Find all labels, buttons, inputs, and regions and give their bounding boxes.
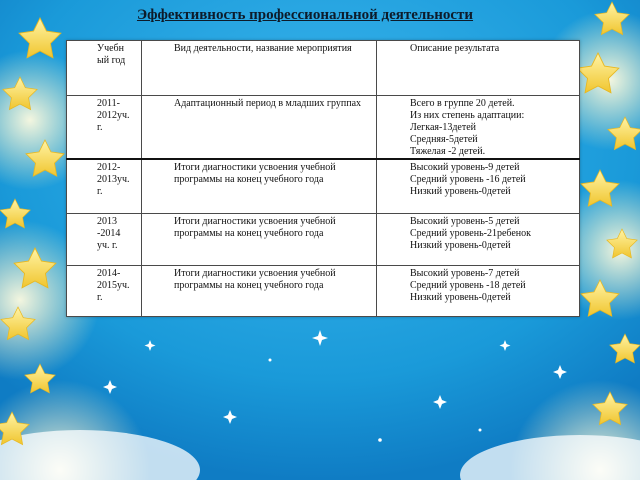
table-row	[67, 265, 580, 317]
year-cell: 2014- 2015уч. г.	[67, 265, 142, 317]
slide-title: Эффективность профессиональной деятельности	[136, 7, 474, 23]
year-cell: 2011- 2012уч. г.	[67, 96, 142, 160]
header-result: Описание результата	[377, 41, 580, 96]
activity-cell: Итоги диагностики усвоения учебной программы на конец учебного года	[142, 159, 377, 213]
table-row	[67, 96, 580, 160]
result-cell: Всего в группе 20 детей. Из них степень адаптации: Легкая-13детей Средняя-5детей Тяжелая -2 детей.	[377, 96, 580, 160]
result-cell: Высокий уровень-9 детей Средний уровень -16 детей Низкий уровень-0детей	[377, 159, 580, 213]
activity-table	[66, 40, 580, 317]
activity-cell: Итоги диагностики усвоения учебной программы на конец учебного года	[142, 213, 377, 265]
table-row	[67, 159, 580, 213]
year-cell: 2013 -2014 уч. г.	[67, 213, 142, 265]
result-cell: Высокий уровень-7 детей Средний уровень -18 детей Низкий уровень-0детей	[377, 265, 580, 317]
table-row	[67, 213, 580, 265]
table-header-row	[67, 41, 580, 96]
header-activity: Вид деятельности, название мероприятия	[142, 41, 377, 96]
year-cell: 2012- 2013уч. г.	[67, 159, 142, 213]
header-year: Учебн ый год	[67, 41, 142, 96]
result-cell: Высокий уровень-5 детей Средний уровень-21ребенок Низкий уровень-0детей	[377, 213, 580, 265]
activity-cell: Адаптационный период в младших группах	[142, 96, 377, 160]
activity-cell: Итоги диагностики усвоения учебной программы на конец учебного года	[142, 265, 377, 317]
